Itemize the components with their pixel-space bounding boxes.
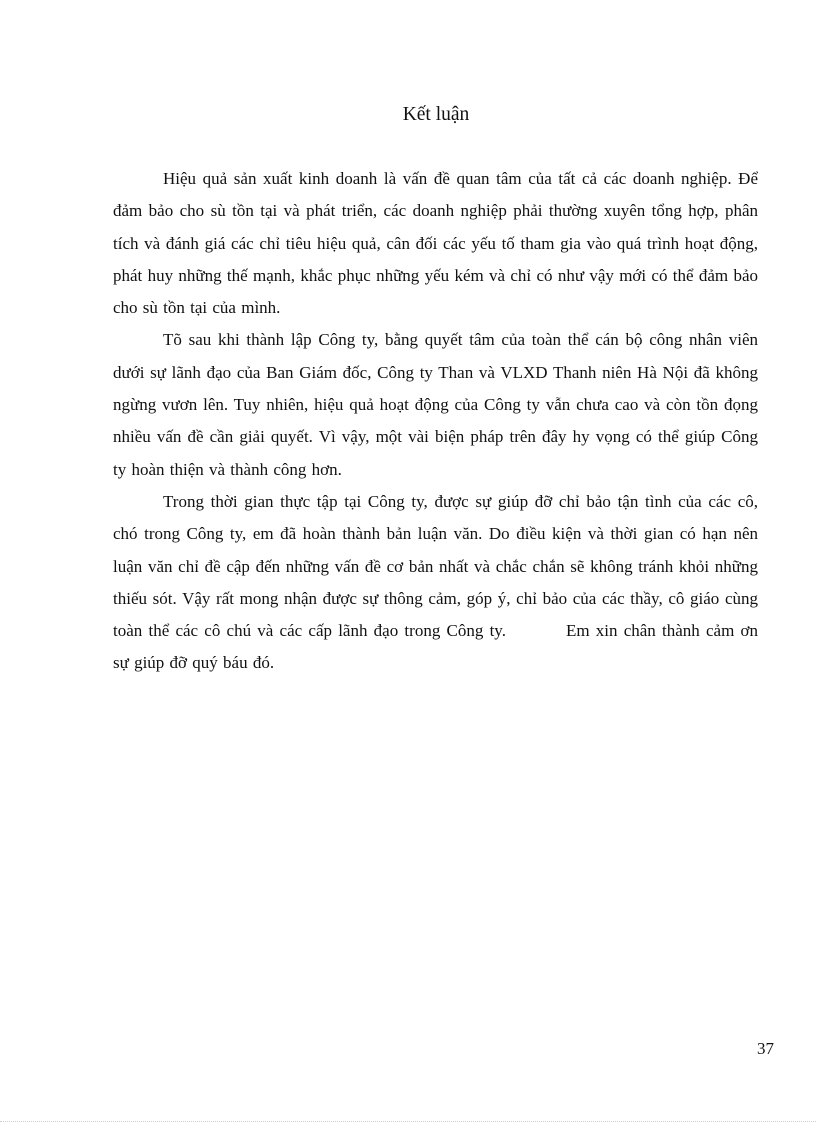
paragraph-3 <box>113 486 758 680</box>
paragraph-1: Hiệu quả sản xuất kinh doanh là vấn đề quan tâm của tất cả các doanh nghiệp. Để đảm bảo cho sù tồn tại và phát triển, các doanh nghiệp phải thường xuyên tổng hợp, phân tích và đánh giá các chỉ tiêu hiệu quả, cân đối các yếu tố tham gia vào quá trình hoạt động, phát huy những thế mạnh, khắc phục những yếu kém và chỉ có như vậy mới có thể đảm bảo cho sù tồn tại của mình. <box>113 169 758 318</box>
paragraph-2: Tõ sau khi thành lập Công ty, bằng quyết tâm của toàn thể cán bộ công nhân viên dưới sự lãnh đạo của Ban Giám đốc, Công ty Than và VLXD Thanh niên Hà Nội đã không ngừng vươn lên. Tuy nhiên, hiệu quả hoạt động của Công ty vẫn chưa cao và còn tồn đọng nhiều vấn đề cần giải quyết. Vì vậy, một vài biện pháp trên đây hy vọng có thể giúp Công ty hoàn thiện và thành công hơn. <box>113 330 758 479</box>
paragraph-3-main: Trong thời gian thực tập tại Công ty, được sự giúp đỡ chỉ bảo tận tình của các cô, chó trong Công ty, em đã hoàn thành bản luận văn. Do điều kiện và thời gian có hạn nên luận văn chỉ đề cập đến những vấn đề cơ bản nhất và chắc chắn sẽ không tránh khỏi những thiếu sót. Vậy rất mong nhận được sự thông cảm, góp ý, chỉ bảo của các thầy, cô giáo cùng toàn thể các cô chú và các cấp lãnh đạo trong Công ty. <box>113 491 758 641</box>
page-title: Kết luận <box>402 104 470 125</box>
conclusion-body <box>113 163 758 680</box>
page-bottom-divider <box>0 1121 816 1122</box>
closing-sentence: Em xin chân thành cảm ơn sự giúp đỡ quý báu đó. <box>113 621 758 673</box>
page-number: 37 <box>757 1039 774 1058</box>
